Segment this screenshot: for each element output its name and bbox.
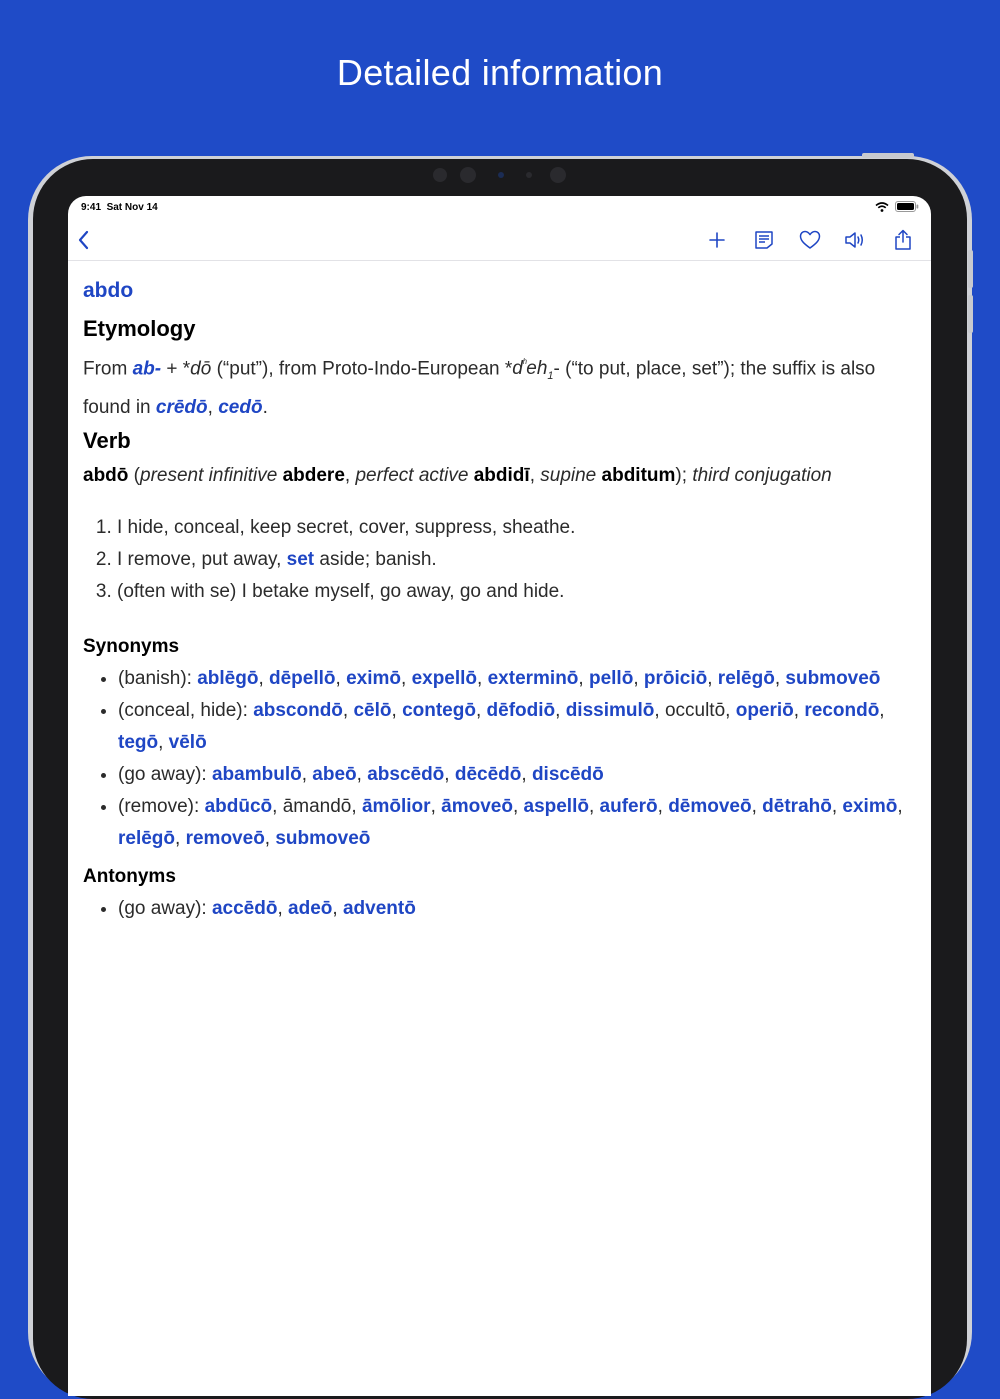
- word-link[interactable]: cēlō: [353, 700, 392, 722]
- notes-button[interactable]: [750, 226, 778, 254]
- sense-list: [83, 512, 913, 608]
- sensor-dot: [433, 168, 447, 182]
- word-link[interactable]: abeō: [312, 764, 357, 786]
- word-link[interactable]: dētrahō: [762, 796, 832, 818]
- sense-item: [117, 512, 913, 544]
- conjugation: third conjugation: [692, 465, 832, 487]
- ant-goaway-links: accēdō, adeō, adventō: [211, 898, 416, 920]
- etym-rest: - (“to put, place, set”); the suffix is also found in: [83, 358, 876, 419]
- favorite-button[interactable]: [796, 226, 824, 254]
- word-link[interactable]: submoveō: [785, 668, 881, 690]
- synonyms-heading: Synonyms: [83, 636, 180, 658]
- back-button[interactable]: [70, 226, 98, 254]
- word-link[interactable]: removeō: [185, 828, 265, 850]
- pa-label: perfect active: [355, 465, 469, 487]
- word-link[interactable]: pellō: [588, 668, 634, 690]
- sense-link-set[interactable]: set: [286, 549, 315, 571]
- sensor-dot-small: [526, 172, 532, 178]
- syn-conceal-links-a: abscondō, cēlō, contegō, dēfodiō, dissimulō: [253, 700, 655, 722]
- pa-form: abdidī: [473, 465, 530, 487]
- etym-link-cedo[interactable]: cedō: [218, 397, 263, 419]
- word-link[interactable]: abdūcō: [204, 796, 273, 818]
- word-link[interactable]: vēlō: [168, 732, 207, 754]
- etym-from: From: [83, 358, 133, 380]
- etym-comma: ,: [207, 397, 219, 419]
- status-indicators: [875, 201, 919, 212]
- entry-headword: abdo: [83, 279, 134, 302]
- etym-link-credo[interactable]: crēdō: [155, 397, 208, 419]
- time-text: 9:41: [81, 202, 102, 213]
- sense-item: [117, 576, 913, 608]
- word-link[interactable]: ablēgō: [197, 668, 259, 690]
- verb-forms: abdō (present infinitive abdere, perfect active abdidī, supine abditum); third conjugation: [83, 465, 832, 487]
- share-icon: [893, 229, 913, 251]
- sup-form: abditum: [601, 465, 676, 487]
- synonym-group: • (remove): abdūcō, āmandō, āmōlior, āmoveō, aspellō, auferō, dēmoveō, dētrahō, eximō, relēgō, removeō, submoveō: [118, 791, 913, 855]
- antonyms-list: [83, 893, 913, 925]
- add-button[interactable]: [703, 226, 731, 254]
- pi-form: abdere: [282, 465, 345, 487]
- etym-plus: + *: [161, 358, 191, 380]
- volume-down-button: [968, 295, 973, 333]
- syn-goaway-links: abambulō, abeō, abscēdō, dēcēdō, discēdō: [211, 764, 604, 786]
- sense-3: (often with se) I betake myself, go away, go and hide.: [117, 581, 565, 603]
- word-link[interactable]: discēdō: [531, 764, 604, 786]
- word-link[interactable]: exterminō: [487, 668, 579, 690]
- word-link[interactable]: eximō: [346, 668, 401, 690]
- word-link[interactable]: accēdō: [211, 898, 278, 920]
- word-link[interactable]: submoveō: [275, 828, 371, 850]
- pronounce-button[interactable]: [841, 226, 869, 254]
- chevron-left-icon: [77, 230, 91, 250]
- etym-do: dō: [190, 358, 212, 380]
- promo-title: Detailed information: [336, 52, 664, 93]
- plus-icon: [708, 231, 726, 249]
- etym-put: (“put”), from Proto-Indo-European *: [211, 358, 513, 380]
- word-link[interactable]: dēcēdō: [454, 764, 522, 786]
- etym-end: .: [262, 397, 268, 419]
- wifi-icon: [875, 202, 889, 212]
- pi-label: present infinitive: [140, 465, 278, 487]
- sense-item: [117, 544, 913, 576]
- app-screen: [68, 196, 931, 1396]
- syn-goaway-label: (go away):: [118, 764, 212, 786]
- camera-dot: [460, 167, 476, 183]
- word-link[interactable]: relēgō: [118, 828, 176, 850]
- sense-1: I hide, conceal, keep secret, cover, suppress, sheathe.: [117, 517, 576, 539]
- word-link[interactable]: aspellō: [523, 796, 589, 818]
- top-button: [862, 153, 914, 158]
- word-link[interactable]: adventō: [342, 898, 416, 920]
- word-link[interactable]: adeō: [288, 898, 333, 920]
- pie-subscript: 1: [547, 370, 554, 383]
- volume-up-button: [968, 250, 973, 288]
- navigation-bar: [68, 218, 931, 261]
- antonym-group: [118, 893, 913, 925]
- word-link[interactable]: prōiciō: [643, 668, 708, 690]
- word-link[interactable]: dēpellō: [269, 668, 336, 690]
- etymology-heading: Etymology: [83, 316, 196, 341]
- camera-lens: [498, 172, 504, 178]
- etym-link-ab[interactable]: ab-: [132, 358, 162, 380]
- word-link[interactable]: relēgō: [717, 668, 775, 690]
- syn-banish-label: (banish):: [118, 668, 198, 690]
- heart-icon: [799, 230, 821, 250]
- flash-dot: [550, 167, 566, 183]
- status-bar: [68, 196, 931, 218]
- sense-2b: aside; banish.: [314, 549, 437, 571]
- word-link[interactable]: recondō: [804, 700, 880, 722]
- word-link[interactable]: contegō: [402, 700, 476, 722]
- pie-h: ʰ: [522, 358, 527, 370]
- word-link[interactable]: abscondō: [253, 700, 343, 722]
- antonyms-heading: Antonyms: [83, 866, 176, 888]
- synonym-group: [118, 663, 913, 695]
- syn-conceal-label: (conceal, hide):: [118, 700, 254, 722]
- word-link[interactable]: dēmoveō: [668, 796, 752, 818]
- syn-remove-links-a: [205, 796, 273, 817]
- note-icon: [754, 230, 774, 250]
- verb-heading: Verb: [83, 428, 131, 454]
- word-link[interactable]: eximō: [842, 796, 898, 818]
- speaker-icon: [844, 230, 866, 250]
- synonym-group: [118, 759, 913, 791]
- syn-conceal-plain: occultō: [664, 700, 726, 722]
- entry-content: [83, 276, 913, 925]
- word-link[interactable]: āmōlior: [361, 796, 431, 818]
- syn-banish-links: ablēgō, dēpellō, eximō, expellō, exterminō, pellō, prōiciō, relēgō, submoveō: [197, 668, 881, 690]
- sense-2a: I remove, put away,: [117, 549, 287, 571]
- sup-label: supine: [540, 465, 597, 487]
- pie-d: d: [512, 358, 523, 380]
- syn-remove-plain: āmandō: [282, 796, 352, 818]
- status-time: [81, 202, 158, 213]
- synonym-group: • (conceal, hide): abscondō, cēlō, contegō, dēfodiō, dissimulō, occultō, operiō, recondō, tegō, vēlō: [118, 695, 913, 759]
- word-link[interactable]: auferō: [599, 796, 658, 818]
- word-link[interactable]: dissimulō: [565, 700, 655, 722]
- verb-lemma: abdō: [83, 465, 129, 487]
- synonyms-list: [83, 663, 913, 855]
- word-link[interactable]: dēfodiō: [486, 700, 556, 722]
- syn-remove-label: (remove):: [118, 796, 205, 818]
- ant-goaway-label: (go away):: [118, 898, 212, 920]
- word-link[interactable]: expellō: [411, 668, 478, 690]
- share-button[interactable]: [889, 226, 917, 254]
- word-link[interactable]: abscēdō: [367, 764, 445, 786]
- etymology-text: [83, 348, 913, 424]
- pie-eh: eh: [526, 358, 548, 380]
- date-text: Sat Nov 14: [106, 202, 158, 213]
- word-link[interactable]: tegō: [118, 732, 159, 754]
- syn-remove-links-b: āmōlior, āmoveō, aspellō, auferō, dēmoveō, dētrahō, eximō, relēgō, removeō, submoveō: [118, 796, 903, 850]
- word-link[interactable]: operiō: [735, 700, 794, 722]
- word-link[interactable]: abambulō: [211, 764, 302, 786]
- etym-pie-root: [512, 358, 554, 383]
- word-link[interactable]: āmoveō: [441, 796, 513, 818]
- syn-conceal-links-b: operiō, recondō, tegō, vēlō: [118, 700, 885, 754]
- battery-icon: [895, 201, 919, 212]
